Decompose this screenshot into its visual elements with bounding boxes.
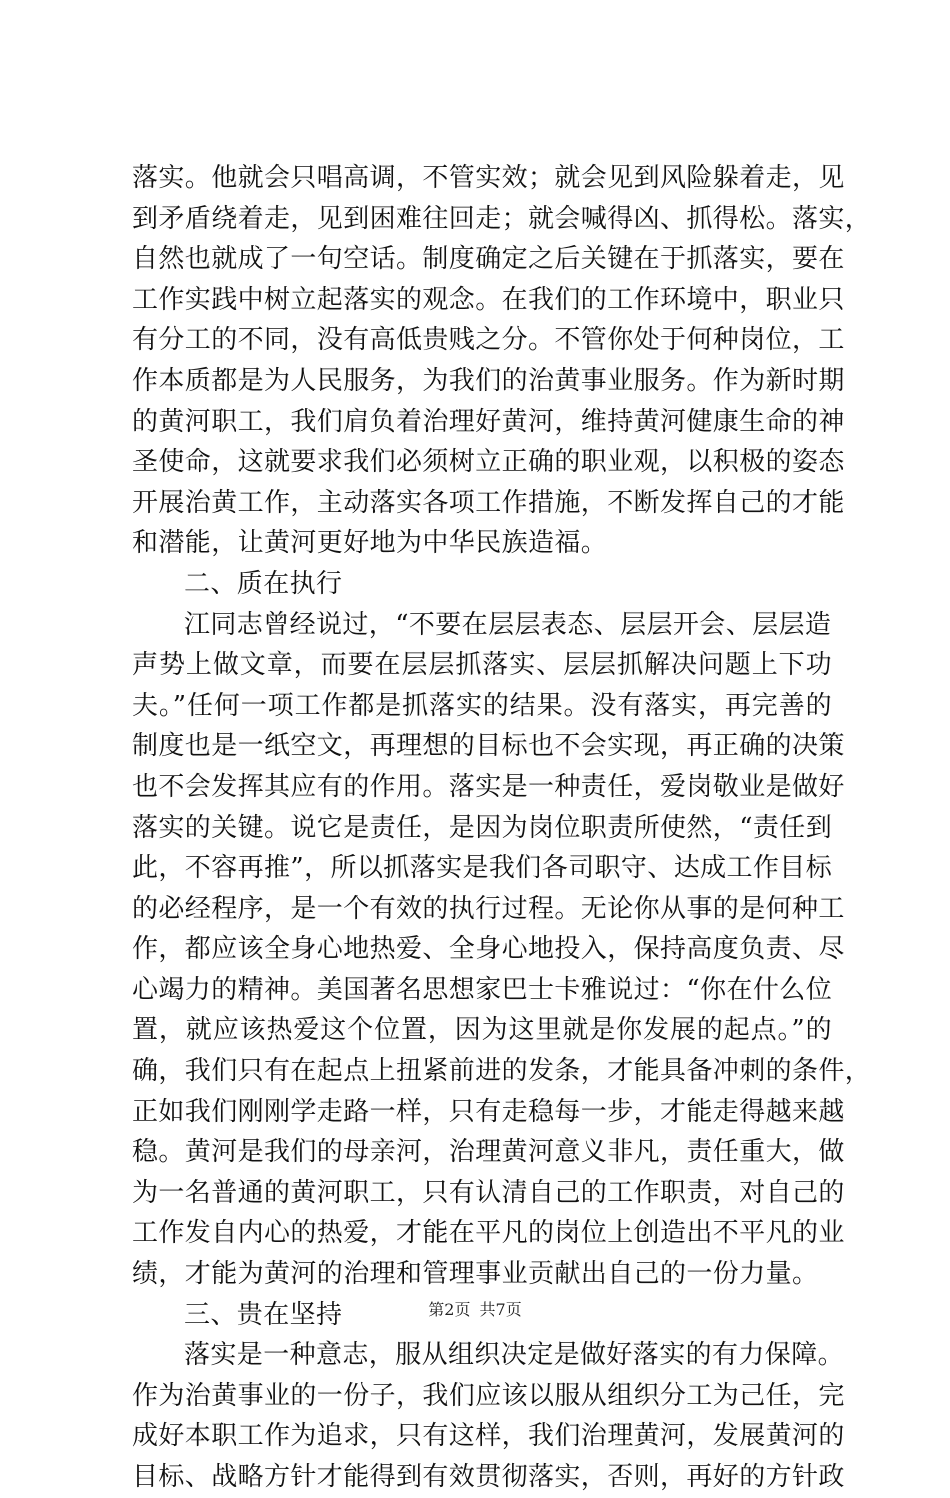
text-line: 落实。他就会只唱高调，不管实效；就会见到风险躲着走，见	[132, 163, 845, 193]
text-line: 也不会发挥其应有的作用。落实是一种责任，爱岗敬业是做好	[132, 771, 845, 802]
text-line: 目标、战略方针才能得到有效贯彻落实，否则，再好的方针政	[132, 1462, 845, 1492]
text-line: 心竭力的精神。美国著名思想家巴士卡雅说过：“你在什么位	[132, 974, 833, 1005]
page-total: 共7页	[479, 1300, 522, 1319]
section-heading: 二、质在执行	[184, 568, 343, 599]
text-line: 开展治黄工作，主动落实各项工作措施，不断发挥自己的才能	[132, 487, 845, 518]
page-number: 第2页	[428, 1300, 471, 1319]
text-line: 为一名普通的黄河职工，只有认清自己的工作职责，对自己的	[132, 1177, 845, 1208]
text-line: 的黄河职工，我们肩负着治理好黄河，维持黄河健康生命的神	[132, 406, 845, 437]
paragraph-first-line: 江同志曾经说过，“不要在层层表态、层层开会、层层造	[184, 609, 832, 640]
text-line: 此，不容再推”，所以抓落实是我们各司职守、达成工作目标	[132, 853, 833, 884]
body-text	[132, 158, 872, 1498]
text-line: 作，都应该全身心地热爱、全身心地投入，保持高度负责、尽	[132, 934, 845, 965]
text-line: 正如我们刚刚学走路一样，只有走稳每一步，才能走得越来越	[132, 1096, 845, 1127]
text-line: 夫。”任何一项工作都是抓落实的结果。没有落实，再完善的	[132, 690, 832, 721]
text-line: 的必经程序，是一个有效的执行过程。无论你从事的是何种工	[132, 893, 845, 924]
text-line: 作为治黄事业的一份子，我们应该以服从组织分工为己任，完	[132, 1380, 845, 1411]
text-line: 成好本职工作为追求，只有这样，我们治理黄河，发展黄河的	[132, 1421, 845, 1452]
text-line: 稳。黄河是我们的母亲河，治理黄河意义非凡，责任重大，做	[132, 1137, 845, 1168]
text-line: 制度也是一纸空文，再理想的目标也不会实现，再正确的决策	[132, 731, 845, 762]
section-heading: 三、贵在坚持	[184, 1299, 343, 1330]
text-line: 绩，才能为黄河的治理和管理事业贡献出自己的一份力量。	[132, 1259, 819, 1290]
text-line: 工作实践中树立起落实的观念。在我们的工作环境中，职业只	[132, 284, 845, 315]
page-footer	[0, 1300, 950, 1320]
text-line: 有分工的不同，没有高低贵贱之分。不管你处于何种岗位，工	[132, 325, 845, 356]
text-line: 作本质都是为人民服务，为我们的治黄事业服务。作为新时期	[132, 365, 845, 396]
text-line: 声势上做文章，而要在层层抓落实、层层抓解决问题上下功	[132, 650, 832, 681]
text-line: 落实的关键。说它是责任，是因为岗位职责所使然，“责任到	[132, 812, 833, 843]
text-line: 置，就应该热爱这个位置，因为这里就是你发展的起点。”的	[132, 1015, 832, 1046]
text-line: 和潜能，让黄河更好地为中华民族造福。	[132, 528, 608, 559]
text-line: 工作发自内心的热爱，才能在平凡的岗位上创造出不平凡的业	[132, 1218, 845, 1249]
text-line: 到矛盾绕着走，见到困难往回走；就会喊得凶、抓得松。落实，	[132, 203, 872, 234]
text-line: 确，我们只有在起点上扭紧前进的发条，才能具备冲刺的条件，	[132, 1056, 872, 1087]
text-line: 圣使命，这就要求我们必须树立正确的职业观，以积极的姿态	[132, 447, 845, 478]
text-line: 自然也就成了一句空话。制度确定之后关键在于抓落实，要在	[132, 244, 845, 275]
paragraph-first-line: 落实是一种意志，服从组织决定是做好落实的有力保障。	[184, 1340, 845, 1371]
